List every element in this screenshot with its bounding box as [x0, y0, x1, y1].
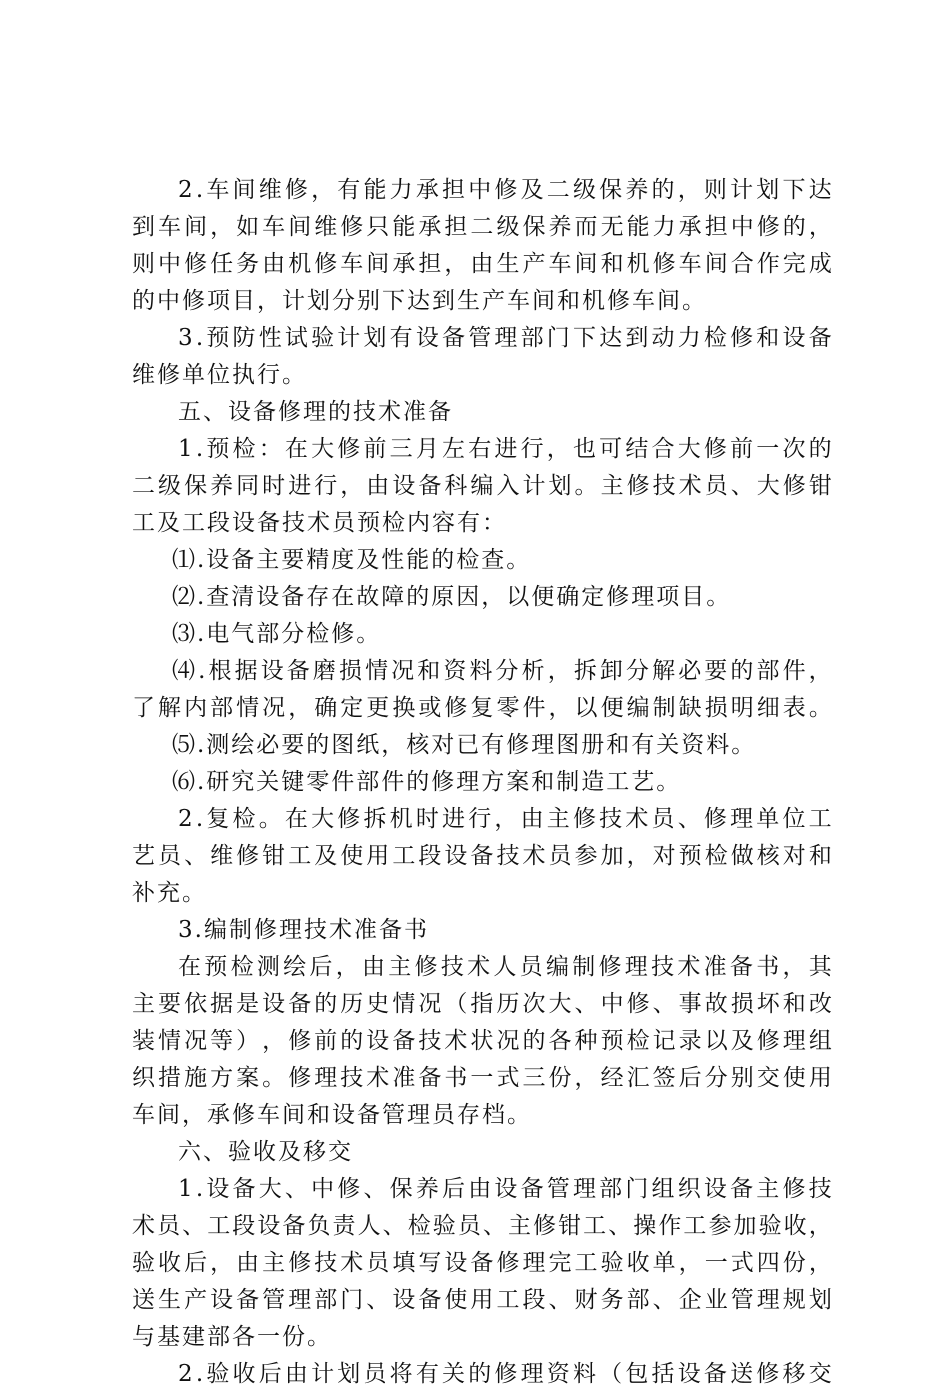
- list-item: ⑶.电气部分检修。: [172, 621, 382, 647]
- paragraph-line: 到 车 间 ， 如 车 间 维 修 只 能 承 担 二 级 保 养 而 无 能 力 承 担 中 修 的 ，: [132, 214, 832, 240]
- paragraph-line: 工及工段设备技术员预检内容有：: [132, 510, 507, 536]
- list-item: ⑹.研究关键零件部件的修理方案和制造工艺。: [172, 769, 682, 795]
- paragraph-line: 2 . 验 收 后 由 计 划 员 将 有 关 的 修 理 资 料 （ 包 括 设 备 送 修 移 交: [178, 1361, 832, 1387]
- list-item: ⑷ . 根 据 设 备 磨 损 情 况 和 资 料 分 析 ， 拆 卸 分 解 必 要 的 部 件 ，: [172, 658, 832, 684]
- paragraph-line: 织 措 施 方 案 。 修 理 技 术 准 备 书 一 式 三 份 ， 经 汇 签 后 分 别 交 使 用: [132, 1065, 832, 1091]
- paragraph-line: 送 生 产 设 备 管 理 部 门 、 设 备 使 用 工 段 、 财 务 部 、 企 业 管 理 规 划: [132, 1287, 832, 1313]
- paragraph-line: 术 员 、 工 段 设 备 负 责 人 、 检 验 员 、 主 修 钳 工 、 操 作 工 参 加 验 收 ，: [132, 1213, 832, 1239]
- section-heading: 六、验收及移交: [178, 1139, 353, 1165]
- paragraph-line: 1 . 设 备 大 、 中 修 、 保 养 后 由 设 备 管 理 部 门 组 织 设 备 主 修 技: [178, 1176, 832, 1202]
- paragraph-line: 3 . 预 防 性 试 验 计 划 有 设 备 管 理 部 门 下 达 到 动 力 检 修 和 设 备: [178, 325, 832, 351]
- paragraph-line: 与基建部各一份。: [132, 1324, 332, 1350]
- list-item: ⑴.设备主要精度及性能的检查。: [172, 547, 532, 573]
- paragraph-line: 2 . 车 间 维 修 ， 有 能 力 承 担 中 修 及 二 级 保 养 的 ， 则 计 划 下 达: [178, 177, 832, 203]
- paragraph-line: 则 中 修 任 务 由 机 修 车 间 承 担 ， 由 生 产 车 间 和 机 修 车 间 合 作 完 成: [132, 251, 832, 277]
- paragraph-line: 1 . 预 检 ： 在 大 修 前 三 月 左 右 进 行 ， 也 可 结 合 大 修 前 一 次 的: [178, 436, 832, 462]
- paragraph-line: 艺 员 、 维 修 钳 工 及 使 用 工 段 设 备 技 术 员 参 加 ， 对 预 检 做 核 对 和: [132, 843, 832, 869]
- paragraph-line: 了 解 内 部 情 况 ， 确 定 更 换 或 修 复 零 件 ， 以 便 编 制 缺 损 明 细 表 。: [132, 695, 832, 721]
- list-item: ⑸.测绘必要的图纸，核对已有修理图册和有关资料。: [172, 732, 757, 758]
- document-body: [132, 172, 832, 1393]
- paragraph-line: 2 . 复 检 。 在 大 修 拆 机 时 进 行 ， 由 主 修 技 术 员 、 修 理 单 位 工: [178, 806, 832, 832]
- paragraph-line: 在 预 检 测 绘 后 ， 由 主 修 技 术 人 员 编 制 修 理 技 术 准 备 书 ， 其: [178, 954, 832, 980]
- paragraph-line: 车间，承修车间和设备管理员存档。: [132, 1102, 532, 1128]
- paragraph-line: 的中修项目，计划分别下达到生产车间和机修车间。: [132, 288, 707, 314]
- paragraph-line: 主 要 依 据 是 设 备 的 历 史 情 况 （ 指 历 次 大 、 中 修 、 事 故 损 坏 和 改: [132, 991, 832, 1017]
- paragraph-line: 装 情 况 等 ） ， 修 前 的 设 备 技 术 状 况 的 各 种 预 检 记 录 以 及 修 理 组: [132, 1028, 832, 1054]
- paragraph-line: 二 级 保 养 同 时 进 行 ， 由 设 备 科 编 入 计 划 。 主 修 技 术 员 、 大 修 钳: [132, 473, 832, 499]
- paragraph-line: 验 收 后 ， 由 主 修 技 术 员 填 写 设 备 修 理 完 工 验 收 单 ， 一 式 四 份 ，: [132, 1250, 832, 1276]
- paragraph-line: 补充。: [132, 880, 207, 906]
- subsection-heading: 3.编制修理技术准备书: [178, 917, 429, 943]
- paragraph-line: 维修单位执行。: [132, 362, 307, 388]
- list-item: ⑵.查清设备存在故障的原因，以便确定修理项目。: [172, 584, 732, 610]
- section-heading: 五、设备修理的技术准备: [178, 399, 453, 425]
